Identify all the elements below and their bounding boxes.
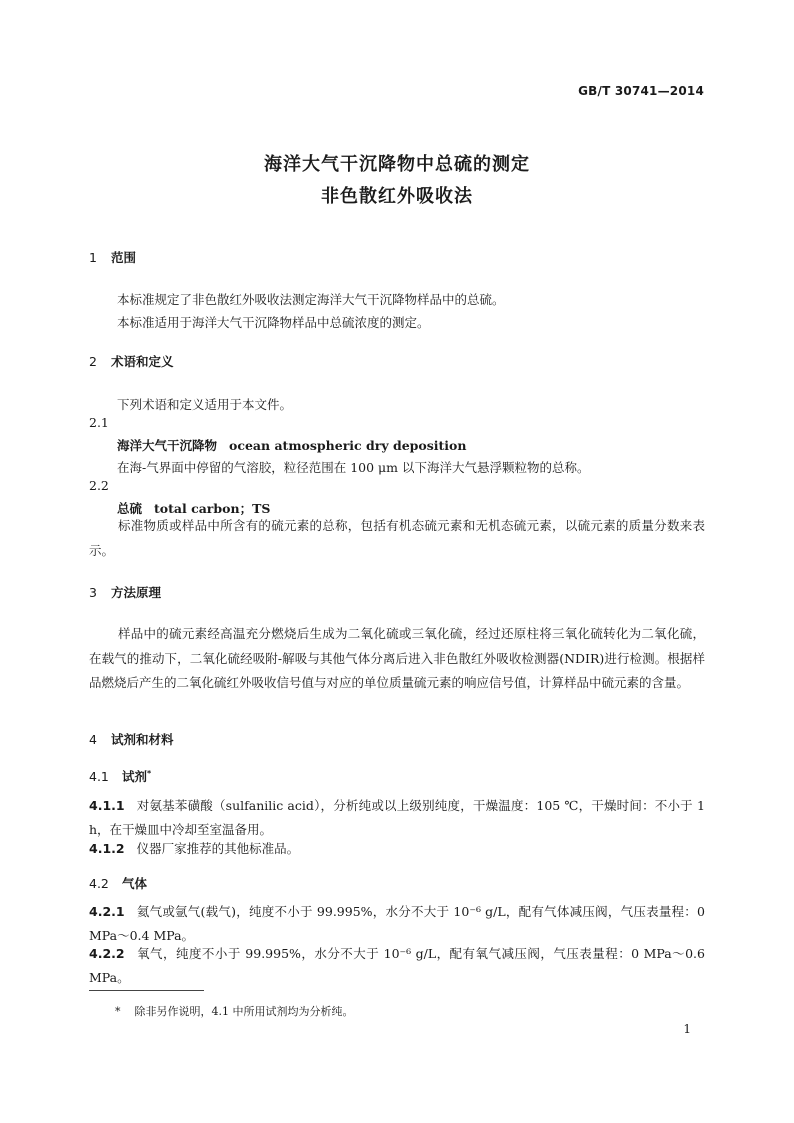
- subsection-4-2-heading: [89, 874, 147, 892]
- clause-number: 4.1.2: [89, 841, 125, 856]
- term-english: total carbon；TS: [154, 501, 271, 516]
- terms-intro: 下列术语和定义适用于本文件。: [117, 397, 293, 412]
- footnote-mark: *: [115, 1005, 121, 1018]
- footnote-rule: [89, 990, 204, 991]
- clause-number: 4.2.1: [89, 904, 125, 919]
- section-number: 1: [89, 250, 97, 265]
- term-2-1-definition: 在海-气界面中停留的气溶胶，粒径范围在 100 μm 以下海洋大气悬浮颗粒物的总称。: [117, 460, 590, 475]
- document-subtitle: 非色散红外吸收法: [321, 186, 473, 207]
- term-2-1: [117, 436, 466, 454]
- footnote-text: 除非另作说明，4.1 中所用试剂均为分析纯。: [134, 1005, 354, 1018]
- clause-4-2-1: [89, 900, 705, 948]
- subsection-title: 气体: [122, 876, 148, 891]
- clause-number: 4.2.2: [89, 946, 125, 961]
- clause-text: 氧气，纯度不小于 99.995%，水分不大于 10⁻⁶ g/L，配有氧气减压阀，气压表量程：0 MPa～0.6 MPa。: [89, 946, 705, 985]
- clause-number: 4.1.1: [89, 798, 125, 813]
- clause-4-2-2: [89, 942, 705, 990]
- clause-4-1-1: [89, 794, 705, 842]
- scope-paragraph-2: 本标准适用于海洋大气干沉降物样品中总硫浓度的测定。: [117, 315, 430, 330]
- section-number: 2: [89, 354, 97, 369]
- subsection-4-1-heading: [89, 767, 151, 785]
- term-2-2-number: 2.2: [89, 478, 109, 493]
- term-chinese: 总硫: [117, 501, 143, 516]
- principle-paragraph: 样品中的硫元素经高温充分燃烧后生成为二氧化硫或三氧化硫，经过还原柱将三氧化硫转化为二氧化硫，在载气的推动下，二氧化硫经吸附-解吸与其他气体分离后进入非色散红外吸收检测器(NDIR)进行检测。根据样品燃烧后产生的二氧化硫红外吸收信号值与对应的单位质量硫元素的响应信号值，计算样品中硫元素的含量。: [89, 626, 705, 690]
- clause-text: 氦气或氩气(载气)，纯度不小于 99.995%，水分不大于 10⁻⁶ g/L，配有气体减压阀，气压表量程：0 MPa～0.4 MPa。: [89, 904, 705, 943]
- standard-number: GB/T 30741—2014: [578, 84, 704, 98]
- section-number: 3: [89, 585, 97, 600]
- scope-paragraph-1: 本标准规定了非色散红外吸收法测定海洋大气干沉降物样品中的总硫。: [117, 292, 505, 307]
- subsection-number: 4.1: [89, 769, 109, 784]
- page-number: 1: [683, 1022, 691, 1036]
- term-2-2-definition: 标准物质或样品中所含有的硫元素的总称，包括有机态硫元素和无机态硫元素，以硫元素的质量分数来表示。: [89, 518, 705, 558]
- term-2-1-number: 2.1: [89, 415, 109, 430]
- term-chinese: 海洋大气干沉降物: [117, 438, 218, 453]
- section-4-heading: [89, 730, 174, 748]
- section-2-heading: [89, 352, 174, 370]
- subsection-title: 试剂: [122, 769, 148, 784]
- section-title: 方法原理: [111, 585, 162, 600]
- subsection-number: 4.2: [89, 876, 109, 891]
- clause-text: 对氨基苯磺酸（sulfanilic acid），分析纯或以上级别纯度，干燥温度：105 ℃，干燥时间：不小于 1 h，在干燥皿中冷却至室温备用。: [89, 798, 705, 837]
- section-3-heading: [89, 583, 161, 601]
- term-english: ocean atmospheric dry deposition: [229, 438, 467, 453]
- footnote: [115, 1003, 354, 1019]
- section-title: 范围: [111, 250, 137, 265]
- section-1-heading: [89, 248, 136, 266]
- clause-text: 仪器厂家推荐的其他标准品。: [136, 841, 300, 856]
- document-title: 海洋大气干沉降物中总硫的测定: [264, 154, 530, 175]
- section-title: 术语和定义: [111, 354, 174, 369]
- section-title: 试剂和材料: [111, 732, 174, 747]
- clause-4-1-2: [89, 837, 705, 861]
- footnote-mark: *: [147, 768, 152, 778]
- section-number: 4: [89, 732, 97, 747]
